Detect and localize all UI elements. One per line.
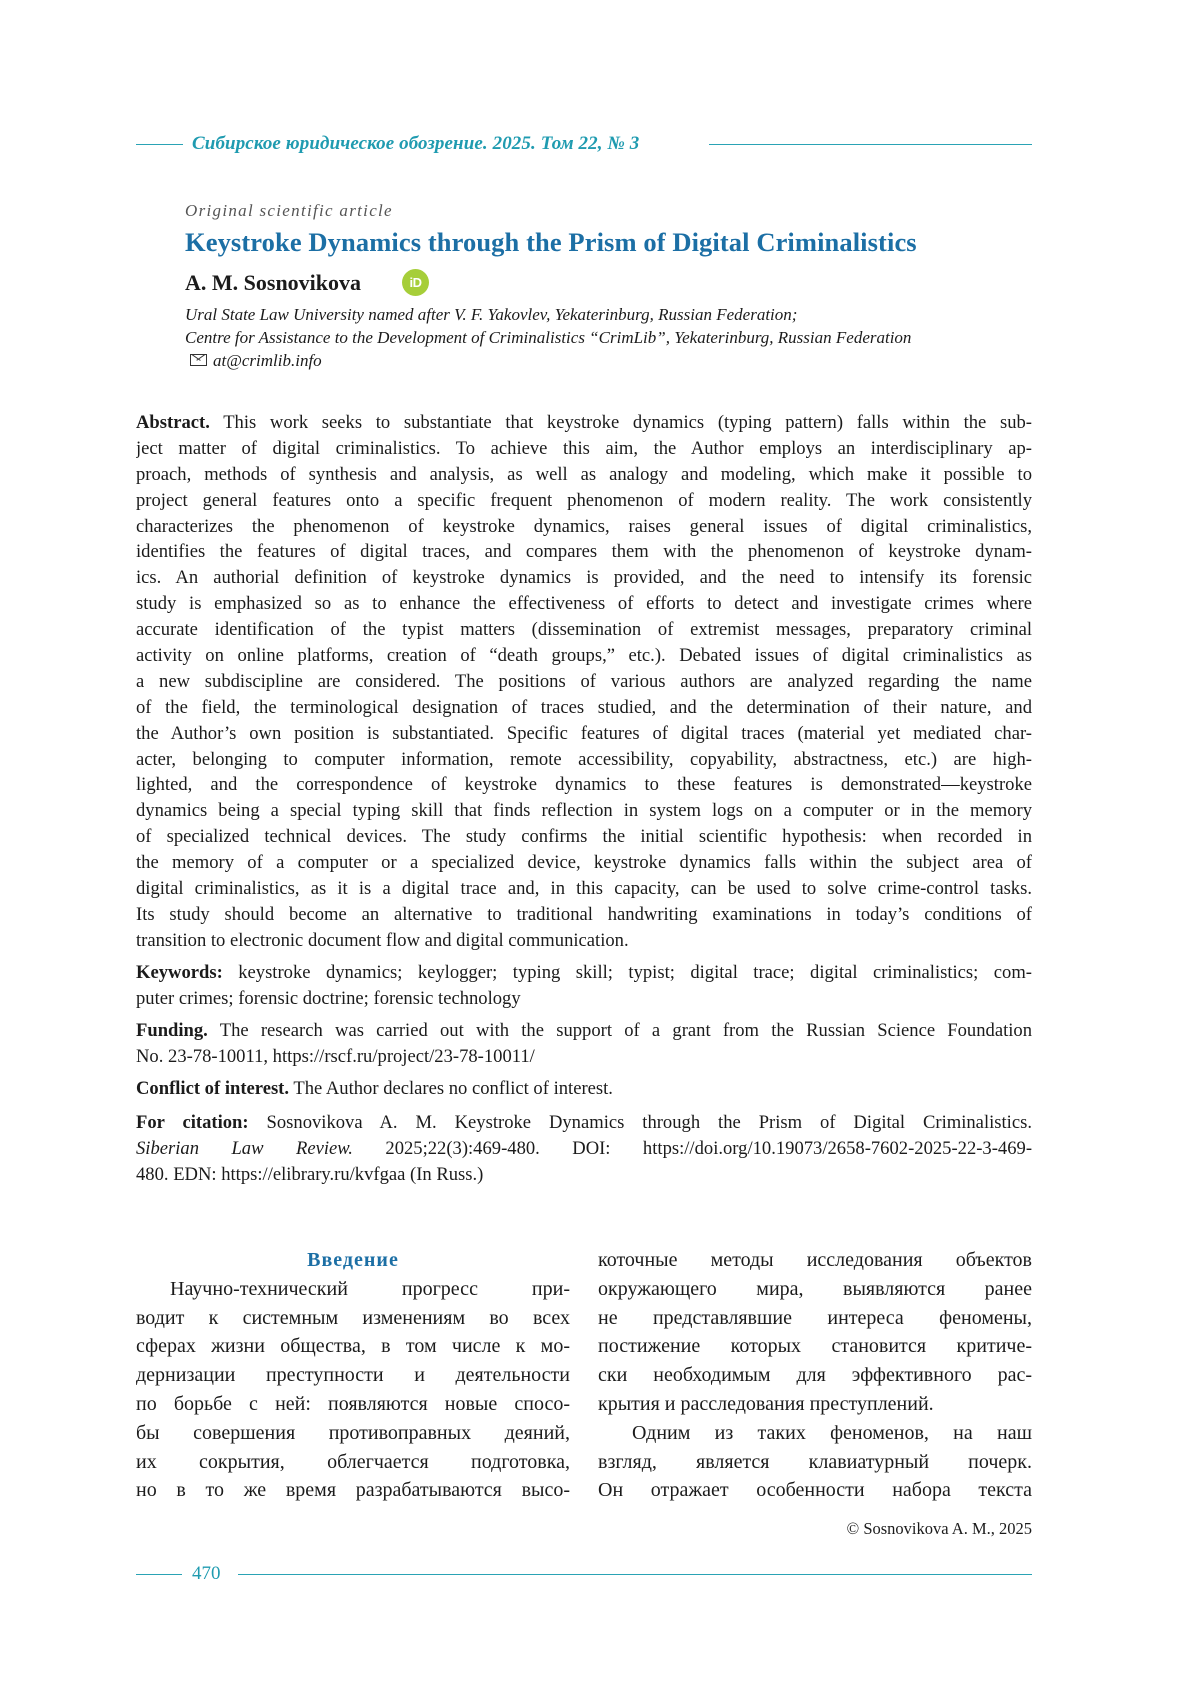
body-line: не представлявшие интереса феномены, [598, 1306, 1032, 1329]
abstract-line: project general features onto a specific frequent phenomenon of modern reality. The work consistently [136, 489, 1032, 511]
abstract-line: the Author’s own position is substantiated. Specific features of digital traces (material yet mediated char- [136, 722, 1032, 744]
abstract-line: dynamics being a special typing skill that finds reflection in system logs on a computer or in the memory [136, 800, 1032, 822]
citation-line: For citation: Sosnovikova A. M. Keystroke Dynamics through the Prism of Digital Criminalistics. [136, 1112, 1032, 1133]
conflict-label: Conflict of interest. [136, 1078, 290, 1099]
running-footer [136, 1563, 1032, 1587]
footer-rule-right [238, 1574, 1032, 1575]
article-type: Original scientific article [185, 201, 393, 220]
body-line: дернизации преступности и деятельности [136, 1364, 570, 1387]
abstract-line: transition to electronic document flow and digital communication. [136, 929, 629, 951]
abstract-line: Abstract. This work seeks to substantiate that keystroke dynamics (typing pattern) falls within the sub- [136, 412, 1032, 433]
abstract-label: Abstract. [136, 412, 210, 433]
abstract-line: characterizes the phenomenon of keystroke dynamics, raises general issues of digital criminalistics, [136, 515, 1032, 537]
body-line: сферах жизни общества, в том числе к мо- [136, 1335, 570, 1358]
abstract-line: identifies the features of digital traces, and compares them with the phenomenon of keystroke dynam- [136, 541, 1032, 563]
affiliation-1: Ural State Law University named after V. F. Yakovlev, Yekaterinburg, Russian Federation; [185, 305, 798, 324]
abstract-line: study is emphasized so as to enhance the effectiveness of efforts to detect and investigate crimes where [136, 593, 1032, 615]
body-line: окружающего мира, выявляются ранее [598, 1277, 1032, 1300]
body-line: бы совершения противоправных деяний, [136, 1421, 570, 1444]
abstract-line: a new subdiscipline are considered. The positions of various authors are analyzed regarding the name [136, 670, 1032, 692]
body-column-left [136, 1246, 570, 1505]
abstract-line: lighted, and the correspondence of keystroke dynamics to these features is demonstrated—keystroke [136, 774, 1032, 796]
author-line [185, 270, 422, 302]
footer-rule-left [136, 1574, 182, 1575]
funding-label: Funding. [136, 1020, 208, 1041]
affiliation-2: Centre for Assistance to the Development of Criminalistics “CrimLib”, Yekaterinburg, Russian Federation [185, 328, 912, 347]
keywords [136, 960, 1032, 1012]
abstract-line: accurate identification of the typist matters (dissemination of extremist messages, preparatory criminal [136, 619, 1032, 641]
body-line: Он отражает особенности набора текста [598, 1479, 1032, 1502]
citation-line: 480. EDN: https://elibrary.ru/kvfgaa (In Russ.) [136, 1163, 484, 1185]
abstract-line: ject matter of digital criminalistics. To achieve this aim, the Author employs an interdisciplinary ap- [136, 437, 1032, 459]
author-name: A. M. Sosnovikova [185, 270, 362, 295]
body-column-right [598, 1246, 1032, 1505]
abstract-line: of specialized technical devices. The study confirms the initial scientific hypothesis: when recorded in [136, 826, 1032, 848]
citation-label: For citation: [136, 1112, 249, 1133]
abstract-line: digital criminalistics, as it is a digital trace and, in this capacity, can be used to solve crime-control tasks. [136, 878, 1032, 900]
body-line: Одним из таких феноменов, на наш [632, 1421, 1032, 1444]
abstract-line: of the field, the terminological designation of traces studied, and the determination of their nature, and [136, 696, 1032, 718]
body-line: крытия и расследования преступлений. [598, 1392, 934, 1415]
envelope-icon [190, 354, 207, 366]
abstract-line: ics. An authorial definition of keystroke dynamics is provided, and the need to intensify its forensic [136, 567, 1032, 589]
page-number: 470 [192, 1563, 221, 1584]
citation-line: Siberian Law Review. 2025;22(3):469-480. DOI: https://doi.org/10.19073/2658-7602-2025-22-3-469- [136, 1137, 1032, 1159]
body-line: взгляд, является клавиатурный почерк. [598, 1450, 1032, 1473]
keywords-line: puter crimes; forensic doctrine; forensic technology [136, 987, 521, 1009]
running-header [136, 133, 1032, 157]
header-rule-left [136, 144, 183, 145]
abstract-line: activity on online platforms, creation of “death groups,” etc.). Debated issues of digital criminalistics as [136, 645, 1032, 667]
funding [136, 1018, 1032, 1070]
abstract-line: proach, methods of synthesis and analysis, as well as analogy and modeling, which make it possible to [136, 463, 1032, 485]
abstract [136, 410, 1032, 954]
orcid-icon[interactable]: iD [402, 269, 429, 296]
body-line: постижение которых становится критиче- [598, 1335, 1032, 1358]
citation [136, 1110, 1032, 1188]
keywords-line: Keywords: keystroke dynamics; keylogger; typing skill; typist; digital trace; digital criminalistics; com- [136, 962, 1032, 983]
funding-line: No. 23-78-10011, https://rscf.ru/project/23-78-10011/ [136, 1045, 535, 1067]
article-title: Keystroke Dynamics through the Prism of Digital Criminalistics [185, 227, 917, 257]
copyright-notice: © Sosnovikova A. M., 2025 [846, 1519, 1032, 1538]
email-line [190, 351, 322, 371]
conflict-line: Conflict of interest. The Author declares no conflict of interest. [136, 1078, 613, 1099]
conflict-of-interest [136, 1076, 1032, 1102]
body-line: ски необходимым для эффективного рас- [598, 1364, 1032, 1387]
body-line: их сокрытия, облегчается подготовка, [136, 1450, 570, 1473]
abstract-line: acter, belonging to computer information, remote accessibility, copyability, abstractness, etc.) are high- [136, 748, 1032, 770]
body-line: коточные методы исследования объектов [598, 1249, 1032, 1271]
journal-header: Сибирское юридическое обозрение. 2025. Том 22, № 3 [192, 133, 640, 154]
abstract-line: Its study should become an alternative to traditional handwriting examinations in today’s conditions of [136, 903, 1032, 925]
citation-journal: Siberian Law Review. [136, 1137, 353, 1159]
header-rule-right [709, 144, 1032, 145]
abstract-line: the memory of a computer or a specialized device, keystroke dynamics falls within the subject area of [136, 852, 1032, 874]
body-line: Научно-технический прогресс при- [170, 1277, 570, 1300]
body-line: по борьбе с ней: появляются новые спосо- [136, 1392, 570, 1415]
body-line: водит к системным изменениям во всех [136, 1306, 570, 1329]
section-heading: Введение [307, 1249, 399, 1271]
body-line: но в то же время разрабатываются высо- [136, 1479, 570, 1502]
keywords-label: Keywords: [136, 962, 223, 983]
author-email[interactable]: at@crimlib.info [213, 351, 322, 370]
funding-line: Funding. The research was carried out with the support of a grant from the Russian Science Foundation [136, 1020, 1032, 1041]
